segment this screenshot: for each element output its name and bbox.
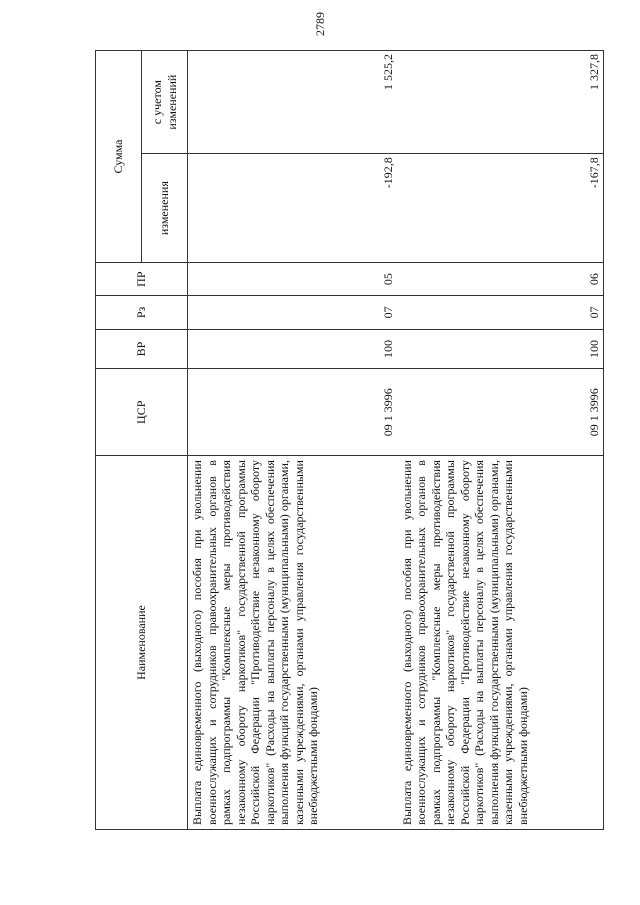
row-pr: 06 [398,263,604,296]
row-total: 1 525,2 [188,51,398,154]
budget-table-container [95,50,605,830]
row-csr: 09 1 3996 [398,369,604,456]
row-vr: 100 [188,329,398,369]
page-number: 2789 [313,12,327,36]
header-sum: Сумма [96,51,142,263]
row-rz: 07 [398,296,604,329]
header-with-change: с учетом изменений [142,51,188,154]
row-name: Выплата единовременного (выходного) пособия при увольнении военнослужащих и сотрудников правоохранительных органов в рамках подпрограммы "Комплексные меры противодействия незаконному обороту наркотиков" государственной программы Российской Федерации "Противодействие незаконному обороту наркотиков" (Расходы на выплаты персоналу в целях обеспечения выполнения функций государственными (муниципальными) органами, казенными учреждениями, органами управления государственными внебюджетными фондами) [398,456,604,830]
row-vr: 100 [398,329,604,369]
header-change: изменения [142,154,188,263]
row-name: Выплата единовременного (выходного) пособия при увольнении военнослужащих и сотрудников правоохранительных органов в рамках подпрограммы "Комплексные меры противодействия незаконному обороту наркотиков" государственной программы Российской Федерации "Противодействие незаконному обороту наркотиков" (Расходы на выплаты персоналу в целях обеспечения выполнения функций государственными (муниципальными) органами, казенными учреждениями, органами управления государственными внебюджетными фондами) [188,456,398,830]
header-name: Наименование [96,456,188,830]
table-row [188,51,398,830]
header-csr: ЦСР [96,369,188,456]
row-pr: 05 [188,263,398,296]
header-pr: ПР [96,263,188,296]
row-csr: 09 1 3996 [188,369,398,456]
row-change: -167,8 [398,154,604,263]
table-row [398,51,604,830]
header-vr: ВР [96,329,188,369]
budget-table [95,50,604,830]
header-rz: Рз [96,296,188,329]
row-rz: 07 [188,296,398,329]
row-total: 1 327,8 [398,51,604,154]
row-change: -192,8 [188,154,398,263]
